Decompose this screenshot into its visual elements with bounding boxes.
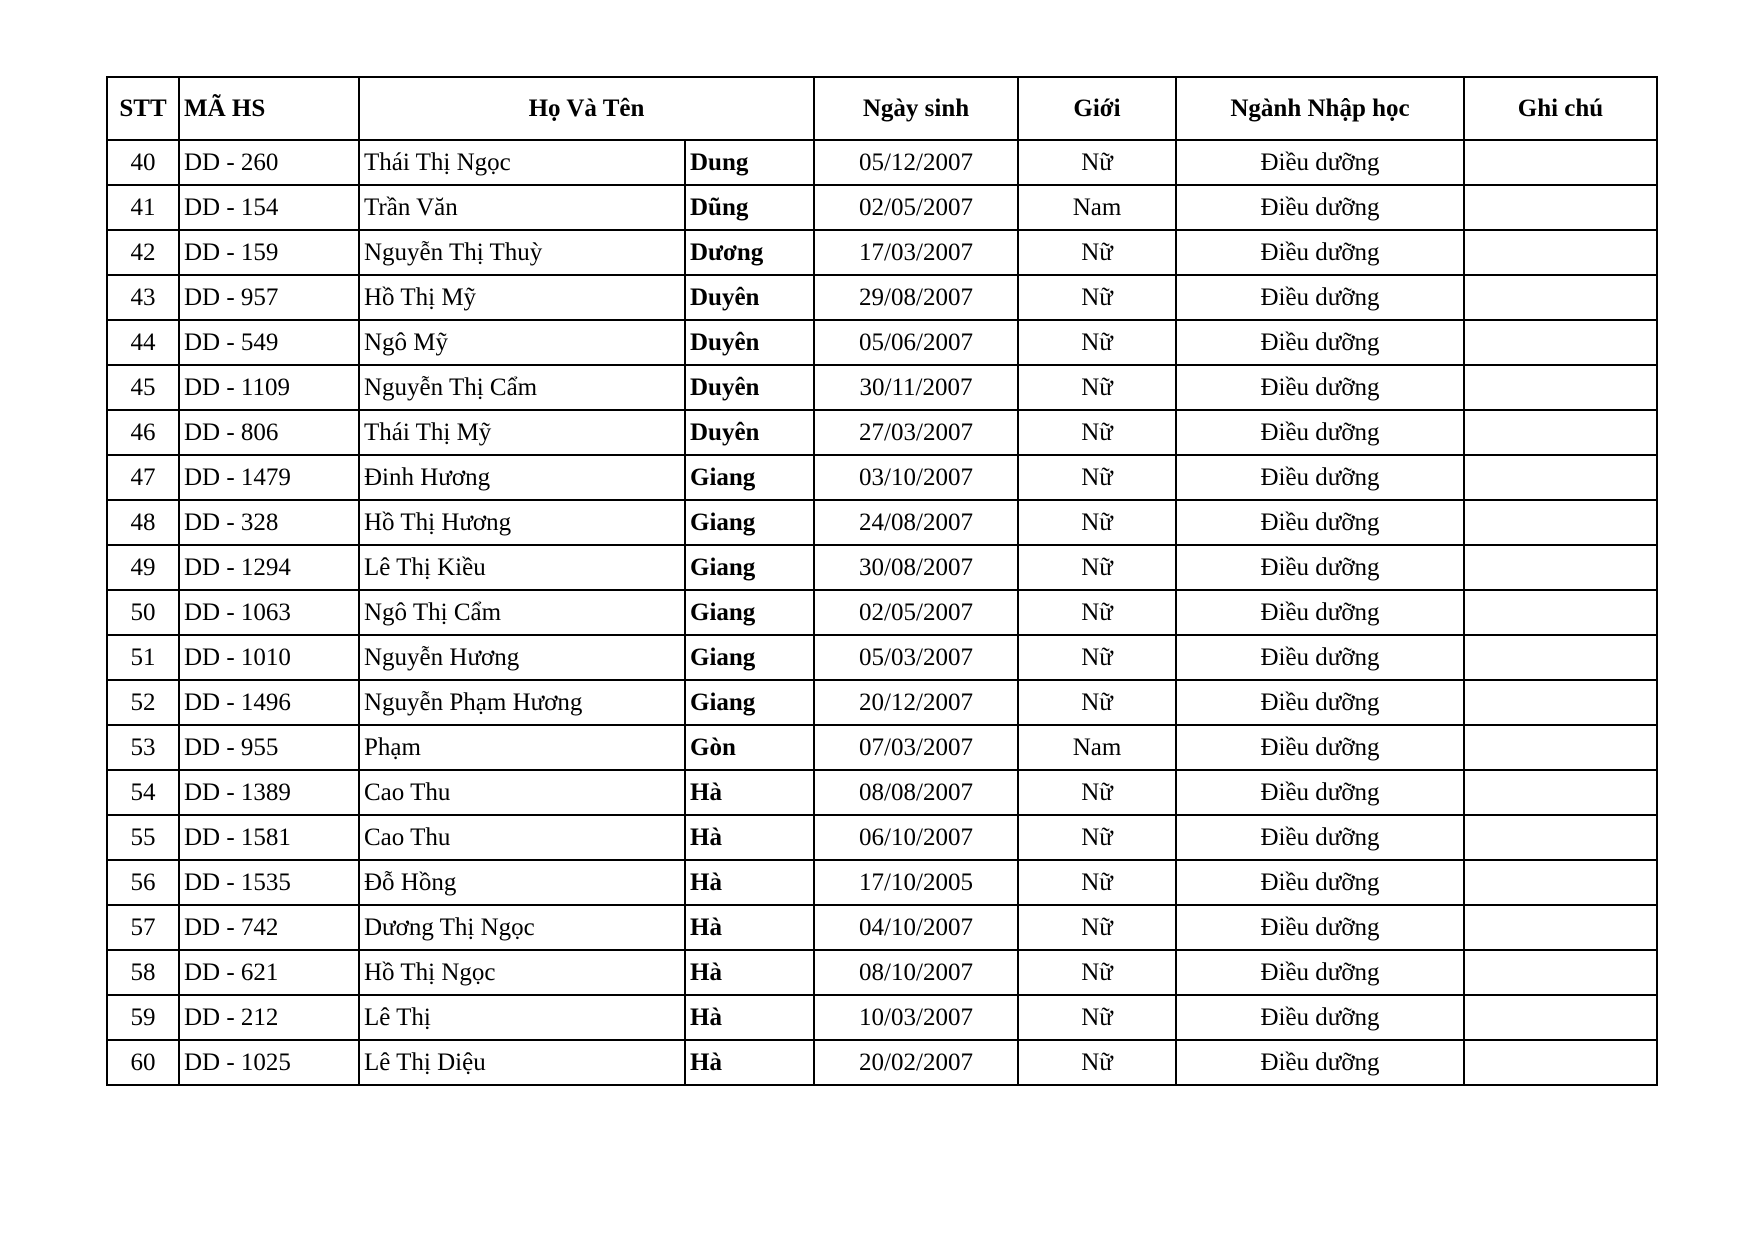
table-row bbox=[107, 770, 1657, 815]
cell-ngay-sinh: 17/10/2005 bbox=[814, 860, 1018, 905]
table-body bbox=[107, 140, 1657, 1085]
cell-stt: 53 bbox=[107, 725, 179, 770]
cell-stt: 60 bbox=[107, 1040, 179, 1085]
cell-ho-lot: Nguyễn Hương bbox=[359, 635, 685, 680]
cell-ma-hs: DD - 154 bbox=[179, 185, 359, 230]
cell-ma-hs: DD - 806 bbox=[179, 410, 359, 455]
cell-nganh: Điều dưỡng bbox=[1176, 230, 1464, 275]
cell-ma-hs: DD - 1109 bbox=[179, 365, 359, 410]
cell-ten: Duyên bbox=[685, 410, 814, 455]
table-row bbox=[107, 500, 1657, 545]
cell-stt: 51 bbox=[107, 635, 179, 680]
cell-ten: Hà bbox=[685, 950, 814, 995]
cell-gioi: Nữ bbox=[1018, 680, 1176, 725]
cell-stt: 41 bbox=[107, 185, 179, 230]
cell-gioi: Nữ bbox=[1018, 410, 1176, 455]
cell-ho-lot: Hồ Thị Hương bbox=[359, 500, 685, 545]
cell-ma-hs: DD - 621 bbox=[179, 950, 359, 995]
cell-gioi: Nữ bbox=[1018, 860, 1176, 905]
cell-ho-lot: Lê Thị bbox=[359, 995, 685, 1040]
header-row bbox=[107, 77, 1657, 140]
cell-ma-hs: DD - 1025 bbox=[179, 1040, 359, 1085]
table-row bbox=[107, 275, 1657, 320]
cell-ten: Duyên bbox=[685, 365, 814, 410]
cell-ngay-sinh: 04/10/2007 bbox=[814, 905, 1018, 950]
cell-nganh: Điều dưỡng bbox=[1176, 320, 1464, 365]
cell-ngay-sinh: 17/03/2007 bbox=[814, 230, 1018, 275]
cell-ngay-sinh: 20/12/2007 bbox=[814, 680, 1018, 725]
table-row bbox=[107, 1040, 1657, 1085]
cell-ho-lot: Ngô Thị Cẩm bbox=[359, 590, 685, 635]
header-gioi: Giới bbox=[1018, 77, 1176, 140]
cell-ngay-sinh: 10/03/2007 bbox=[814, 995, 1018, 1040]
cell-ngay-sinh: 08/10/2007 bbox=[814, 950, 1018, 995]
cell-ngay-sinh: 02/05/2007 bbox=[814, 590, 1018, 635]
cell-ma-hs: DD - 1294 bbox=[179, 545, 359, 590]
cell-ghi-chu bbox=[1464, 905, 1657, 950]
cell-ten: Duyên bbox=[685, 320, 814, 365]
cell-ghi-chu bbox=[1464, 995, 1657, 1040]
table-row bbox=[107, 950, 1657, 995]
cell-ngay-sinh: 27/03/2007 bbox=[814, 410, 1018, 455]
cell-ghi-chu bbox=[1464, 635, 1657, 680]
cell-stt: 49 bbox=[107, 545, 179, 590]
table-header bbox=[107, 77, 1657, 140]
cell-ghi-chu bbox=[1464, 455, 1657, 500]
cell-ho-lot: Lê Thị Diệu bbox=[359, 1040, 685, 1085]
table-row bbox=[107, 635, 1657, 680]
cell-ho-lot: Phạm bbox=[359, 725, 685, 770]
cell-ho-lot: Dương Thị Ngọc bbox=[359, 905, 685, 950]
cell-ten: Duyên bbox=[685, 275, 814, 320]
cell-ma-hs: DD - 955 bbox=[179, 725, 359, 770]
table-row bbox=[107, 455, 1657, 500]
cell-ten: Hà bbox=[685, 995, 814, 1040]
cell-ten: Hà bbox=[685, 905, 814, 950]
cell-ghi-chu bbox=[1464, 950, 1657, 995]
header-ho-va-ten: Họ Và Tên bbox=[359, 77, 814, 140]
cell-ma-hs: DD - 1063 bbox=[179, 590, 359, 635]
cell-nganh: Điều dưỡng bbox=[1176, 275, 1464, 320]
table-row bbox=[107, 185, 1657, 230]
table-row bbox=[107, 995, 1657, 1040]
cell-nganh: Điều dưỡng bbox=[1176, 995, 1464, 1040]
cell-nganh: Điều dưỡng bbox=[1176, 545, 1464, 590]
cell-ma-hs: DD - 742 bbox=[179, 905, 359, 950]
cell-gioi: Nữ bbox=[1018, 545, 1176, 590]
cell-ten: Giang bbox=[685, 635, 814, 680]
cell-ngay-sinh: 06/10/2007 bbox=[814, 815, 1018, 860]
table-row bbox=[107, 680, 1657, 725]
cell-gioi: Nam bbox=[1018, 185, 1176, 230]
cell-ngay-sinh: 05/12/2007 bbox=[814, 140, 1018, 185]
cell-ngay-sinh: 03/10/2007 bbox=[814, 455, 1018, 500]
cell-ghi-chu bbox=[1464, 770, 1657, 815]
cell-ho-lot: Hồ Thị Mỹ bbox=[359, 275, 685, 320]
cell-nganh: Điều dưỡng bbox=[1176, 500, 1464, 545]
cell-stt: 40 bbox=[107, 140, 179, 185]
cell-gioi: Nữ bbox=[1018, 905, 1176, 950]
cell-ho-lot: Nguyễn Phạm Hương bbox=[359, 680, 685, 725]
cell-gioi: Nữ bbox=[1018, 455, 1176, 500]
table-row bbox=[107, 140, 1657, 185]
cell-ghi-chu bbox=[1464, 590, 1657, 635]
cell-ten: Dương bbox=[685, 230, 814, 275]
cell-gioi: Nữ bbox=[1018, 230, 1176, 275]
cell-gioi: Nữ bbox=[1018, 320, 1176, 365]
cell-ho-lot: Trần Văn bbox=[359, 185, 685, 230]
cell-ghi-chu bbox=[1464, 140, 1657, 185]
cell-gioi: Nam bbox=[1018, 725, 1176, 770]
cell-ghi-chu bbox=[1464, 1040, 1657, 1085]
cell-ten: Gòn bbox=[685, 725, 814, 770]
cell-ghi-chu bbox=[1464, 545, 1657, 590]
cell-stt: 50 bbox=[107, 590, 179, 635]
cell-ho-lot: Đinh Hương bbox=[359, 455, 685, 500]
cell-stt: 44 bbox=[107, 320, 179, 365]
cell-ma-hs: DD - 549 bbox=[179, 320, 359, 365]
cell-nganh: Điều dưỡng bbox=[1176, 185, 1464, 230]
cell-ma-hs: DD - 1535 bbox=[179, 860, 359, 905]
cell-gioi: Nữ bbox=[1018, 365, 1176, 410]
table-row bbox=[107, 230, 1657, 275]
cell-ghi-chu bbox=[1464, 815, 1657, 860]
cell-ten: Hà bbox=[685, 860, 814, 905]
cell-ma-hs: DD - 1010 bbox=[179, 635, 359, 680]
cell-stt: 43 bbox=[107, 275, 179, 320]
cell-ho-lot: Thái Thị Ngọc bbox=[359, 140, 685, 185]
cell-ngay-sinh: 05/06/2007 bbox=[814, 320, 1018, 365]
cell-ho-lot: Ngô Mỹ bbox=[359, 320, 685, 365]
cell-ma-hs: DD - 212 bbox=[179, 995, 359, 1040]
cell-nganh: Điều dưỡng bbox=[1176, 680, 1464, 725]
cell-nganh: Điều dưỡng bbox=[1176, 950, 1464, 995]
cell-stt: 55 bbox=[107, 815, 179, 860]
cell-stt: 58 bbox=[107, 950, 179, 995]
cell-stt: 54 bbox=[107, 770, 179, 815]
cell-ghi-chu bbox=[1464, 410, 1657, 455]
cell-ten: Hà bbox=[685, 770, 814, 815]
cell-ghi-chu bbox=[1464, 500, 1657, 545]
header-ghi-chu: Ghi chú bbox=[1464, 77, 1657, 140]
cell-nganh: Điều dưỡng bbox=[1176, 140, 1464, 185]
cell-gioi: Nữ bbox=[1018, 950, 1176, 995]
cell-nganh: Điều dưỡng bbox=[1176, 635, 1464, 680]
cell-ma-hs: DD - 1389 bbox=[179, 770, 359, 815]
cell-ghi-chu bbox=[1464, 275, 1657, 320]
cell-ghi-chu bbox=[1464, 230, 1657, 275]
cell-ten: Giang bbox=[685, 680, 814, 725]
cell-nganh: Điều dưỡng bbox=[1176, 905, 1464, 950]
cell-ma-hs: DD - 260 bbox=[179, 140, 359, 185]
cell-ma-hs: DD - 1581 bbox=[179, 815, 359, 860]
table-row bbox=[107, 320, 1657, 365]
cell-ho-lot: Thái Thị Mỹ bbox=[359, 410, 685, 455]
table-row bbox=[107, 590, 1657, 635]
cell-ma-hs: DD - 1496 bbox=[179, 680, 359, 725]
cell-ma-hs: DD - 328 bbox=[179, 500, 359, 545]
cell-stt: 45 bbox=[107, 365, 179, 410]
table-row bbox=[107, 365, 1657, 410]
cell-ngay-sinh: 30/08/2007 bbox=[814, 545, 1018, 590]
cell-ghi-chu bbox=[1464, 185, 1657, 230]
cell-nganh: Điều dưỡng bbox=[1176, 455, 1464, 500]
cell-stt: 52 bbox=[107, 680, 179, 725]
header-ma-hs: MÃ HS bbox=[179, 77, 359, 140]
student-roster-table bbox=[106, 76, 1658, 1086]
cell-ngay-sinh: 29/08/2007 bbox=[814, 275, 1018, 320]
cell-gioi: Nữ bbox=[1018, 275, 1176, 320]
table-row bbox=[107, 860, 1657, 905]
cell-nganh: Điều dưỡng bbox=[1176, 725, 1464, 770]
table-row bbox=[107, 545, 1657, 590]
student-roster-sheet bbox=[106, 76, 1658, 1086]
cell-gioi: Nữ bbox=[1018, 995, 1176, 1040]
cell-nganh: Điều dưỡng bbox=[1176, 860, 1464, 905]
table-row bbox=[107, 815, 1657, 860]
cell-stt: 42 bbox=[107, 230, 179, 275]
table-row bbox=[107, 410, 1657, 455]
table-row bbox=[107, 905, 1657, 950]
cell-gioi: Nữ bbox=[1018, 140, 1176, 185]
cell-gioi: Nữ bbox=[1018, 635, 1176, 680]
cell-stt: 56 bbox=[107, 860, 179, 905]
table-row bbox=[107, 725, 1657, 770]
cell-ngay-sinh: 05/03/2007 bbox=[814, 635, 1018, 680]
cell-gioi: Nữ bbox=[1018, 815, 1176, 860]
cell-ho-lot: Đỗ Hồng bbox=[359, 860, 685, 905]
cell-ho-lot: Cao Thu bbox=[359, 770, 685, 815]
cell-ghi-chu bbox=[1464, 680, 1657, 725]
cell-ngay-sinh: 07/03/2007 bbox=[814, 725, 1018, 770]
cell-gioi: Nữ bbox=[1018, 1040, 1176, 1085]
cell-nganh: Điều dưỡng bbox=[1176, 410, 1464, 455]
cell-ten: Giang bbox=[685, 545, 814, 590]
cell-nganh: Điều dưỡng bbox=[1176, 365, 1464, 410]
cell-stt: 47 bbox=[107, 455, 179, 500]
cell-ngay-sinh: 20/02/2007 bbox=[814, 1040, 1018, 1085]
cell-stt: 57 bbox=[107, 905, 179, 950]
cell-stt: 46 bbox=[107, 410, 179, 455]
cell-nganh: Điều dưỡng bbox=[1176, 590, 1464, 635]
cell-ho-lot: Nguyễn Thị Thuỳ bbox=[359, 230, 685, 275]
cell-ho-lot: Hồ Thị Ngọc bbox=[359, 950, 685, 995]
header-stt: STT bbox=[107, 77, 179, 140]
cell-ma-hs: DD - 957 bbox=[179, 275, 359, 320]
cell-ten: Dung bbox=[685, 140, 814, 185]
cell-ten: Giang bbox=[685, 455, 814, 500]
cell-ten: Giang bbox=[685, 590, 814, 635]
cell-ho-lot: Lê Thị Kiều bbox=[359, 545, 685, 590]
cell-ngay-sinh: 02/05/2007 bbox=[814, 185, 1018, 230]
cell-ten: Giang bbox=[685, 500, 814, 545]
cell-ten: Hà bbox=[685, 1040, 814, 1085]
cell-nganh: Điều dưỡng bbox=[1176, 770, 1464, 815]
cell-nganh: Điều dưỡng bbox=[1176, 1040, 1464, 1085]
cell-ho-lot: Cao Thu bbox=[359, 815, 685, 860]
cell-gioi: Nữ bbox=[1018, 770, 1176, 815]
cell-stt: 48 bbox=[107, 500, 179, 545]
cell-nganh: Điều dưỡng bbox=[1176, 815, 1464, 860]
cell-ten: Hà bbox=[685, 815, 814, 860]
cell-ghi-chu bbox=[1464, 320, 1657, 365]
cell-ten: Dũng bbox=[685, 185, 814, 230]
cell-ngay-sinh: 08/08/2007 bbox=[814, 770, 1018, 815]
cell-ngay-sinh: 24/08/2007 bbox=[814, 500, 1018, 545]
cell-ma-hs: DD - 1479 bbox=[179, 455, 359, 500]
cell-gioi: Nữ bbox=[1018, 590, 1176, 635]
cell-stt: 59 bbox=[107, 995, 179, 1040]
cell-ho-lot: Nguyễn Thị Cẩm bbox=[359, 365, 685, 410]
cell-ghi-chu bbox=[1464, 860, 1657, 905]
cell-ma-hs: DD - 159 bbox=[179, 230, 359, 275]
header-nganh: Ngành Nhập học bbox=[1176, 77, 1464, 140]
cell-ghi-chu bbox=[1464, 365, 1657, 410]
cell-ghi-chu bbox=[1464, 725, 1657, 770]
cell-gioi: Nữ bbox=[1018, 500, 1176, 545]
cell-ngay-sinh: 30/11/2007 bbox=[814, 365, 1018, 410]
header-ngay-sinh: Ngày sinh bbox=[814, 77, 1018, 140]
